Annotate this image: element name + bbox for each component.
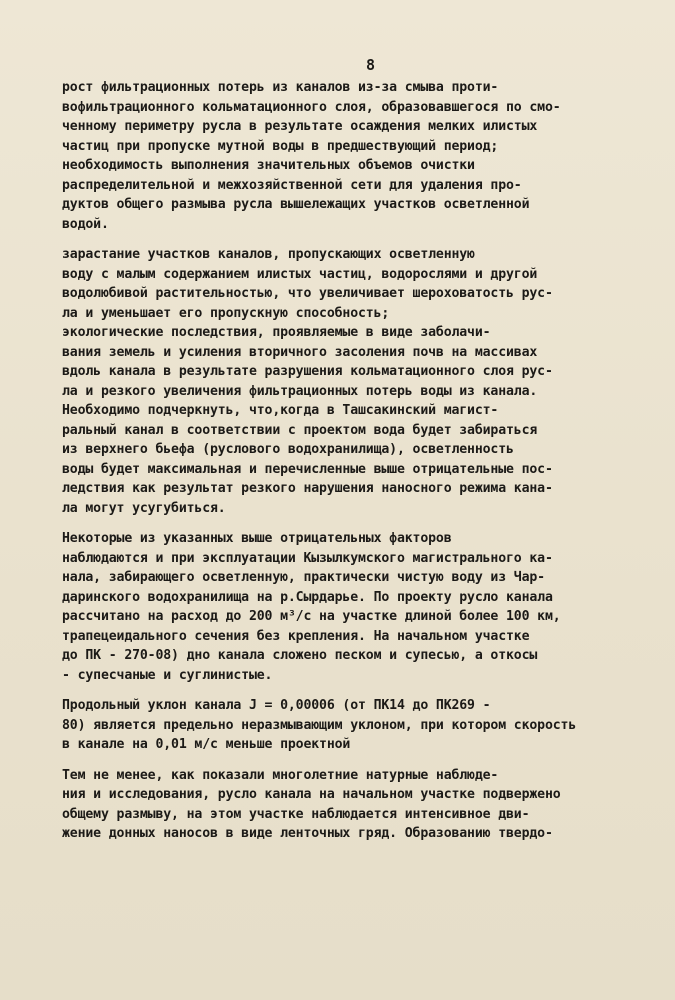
text-line: Тем не менее, как показали многолетние натурные наблюде- (62, 767, 499, 783)
document-body (62, 78, 662, 844)
text-line: воду с малым содержанием илистых частиц, водорослями и другой (62, 266, 538, 282)
text-line: водой. (62, 216, 109, 232)
text-line: наблюдаются и при эксплуатации Кызылкумского магистрального ка- (62, 550, 553, 566)
text-line: жение донных наносов в виде ленточных гряд. Образованию твердо- (62, 826, 553, 841)
text-line: рост фильтрационных потерь из каналов из-за смыва проти- (62, 80, 499, 95)
text-line: Необходимо подчеркнуть, что,когда в Ташсакинский магист- (62, 403, 499, 418)
text-line: необходимость выполнения значительных объемов очистки (62, 158, 475, 173)
text-line: ния и исследования, русло канала на начальном участке подвержено (62, 787, 561, 802)
text-line: - супесчаные и суглинистые. (62, 667, 273, 683)
text-line: ральный канал в соответствии с проектом вода будет забираться (62, 422, 538, 438)
text-line: ла могут усугубиться. (62, 500, 226, 516)
text-line: вдоль канала в результате разрушения кольматационного слоя рус- (62, 364, 553, 379)
text-line: рассчитано на расход до 200 м³/с на участке длиной более 100 км, (62, 609, 561, 624)
text-line: нала, забирающего осветленную, практически чистую воду из Чар- (62, 570, 545, 585)
text-line: воды будет максимальная и перечисленные выше отрицательные пос- (62, 461, 553, 477)
text-line: Продольный уклон канала J = 0,00006 (от ПК14 до ПК269 - (62, 698, 491, 713)
text-line: частиц при пропуске мутной воды в предшествующий период; (62, 138, 499, 154)
text-line: ла и уменьшает его пропускную способность; (62, 305, 390, 321)
text-line: даринского водохранилища на р.Сырдарье. По проекту русло канала (62, 589, 553, 605)
text-line: трапецеидального сечения без крепления. На начальном участке (62, 628, 530, 644)
text-line: экологические последствия, проявляемые в виде заболачи- (62, 325, 491, 340)
text-line: дуктов общего размыва русла вышележащих участков осветленной (62, 197, 530, 212)
text-line: ченному периметру русла в результате осаждения мелких илистых (62, 119, 538, 134)
text-line: в канале на 0,01 м/с меньше проектной (62, 737, 351, 752)
page-number: 8 (366, 56, 376, 74)
text-line: ледствия как результат резкого нарушения наносного режима кана- (62, 481, 553, 496)
text-line: ла и резкого увеличения фильтрационных потерь воды из канала. (62, 383, 538, 399)
text-line: вания земель и усиления вторичного засоления почв на массивах (62, 344, 538, 360)
text-line: до ПК - 270-08) дно канала сложено песком и супесью, а откосы (62, 648, 538, 663)
text-line: из верхнего бьефа (руслового водохранилища), осветленность (62, 442, 514, 457)
text-line: вофильтрационного кольматационного слоя, образовавшегося по смо- (62, 99, 561, 115)
text-line: распределительной и межхозяйственной сети для удаления про- (62, 177, 522, 193)
text-line: общему размыву, на этом участке наблюдается интенсивное дви- (62, 806, 530, 822)
text-line: водолюбивой растительностью, что увеличивает шероховатость рус- (62, 286, 553, 301)
text-line: Некоторые из указанных выше отрицательных факторов (62, 531, 452, 546)
text-line: 80) является предельно неразмывающим уклоном, при котором скорость (62, 717, 577, 733)
text-line: зарастание участков каналов, пропускающих осветленную (62, 247, 475, 262)
